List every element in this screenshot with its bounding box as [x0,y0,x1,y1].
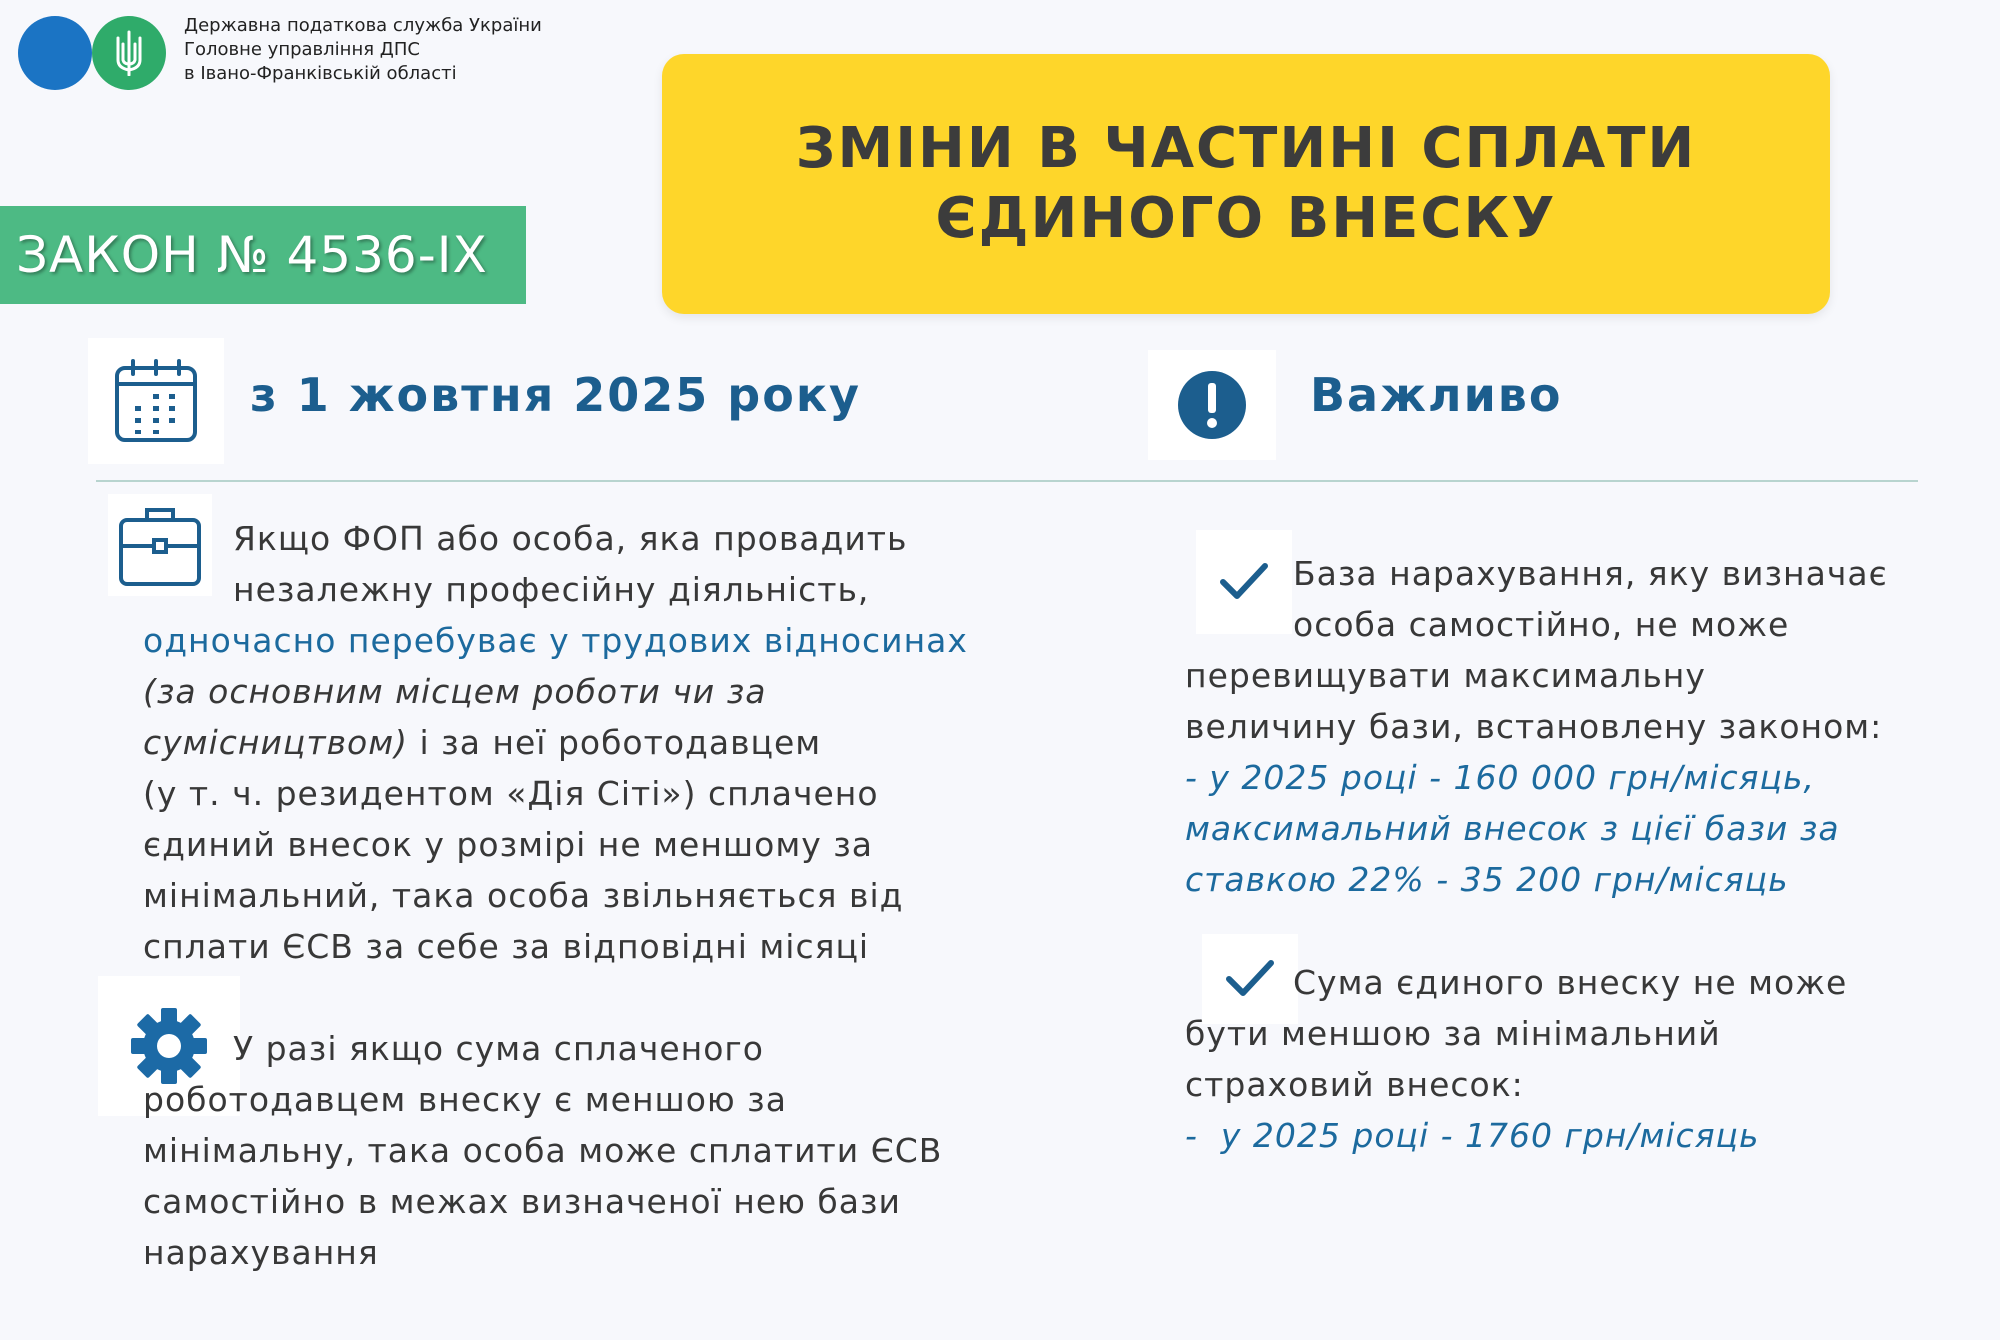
right-item2-line-2: бути меншою за мінімальний [1185,1014,1721,1053]
title-banner [662,54,1830,314]
banner-title-line-2: ЄДИНОГО ВНЕСКУ [935,186,1557,251]
dps-logo-blue [18,16,92,90]
section-divider [96,480,1918,482]
org-line-2: Головне управління ДПС [184,39,420,60]
org-line-1: Державна податкова служба України [184,15,542,36]
banner-title-line-1: ЗМІНИ В ЧАСТИНІ СПЛАТИ [795,116,1697,181]
left-block2-line-5: нарахування [143,1233,379,1272]
right-item1-line-3: перевищувати максимальну [1185,656,1706,695]
left-block1-line-1: Якщо ФОП або особа, яка провадить [233,519,908,558]
left-block1-line-3: одночасно перебуває у трудових відносинах [143,621,968,660]
left-block2-line-4: самостійно в межах визначеної нею бази [143,1182,901,1221]
law-badge-label: ЗАКОН № 4536-IX [16,226,488,284]
left-block1-line-4: (за основним місцем роботи чи за [143,672,767,711]
left-block1-line-7: єдиний внесок у розмірі не меншому за [143,825,873,864]
right-item1-line-1: База нарахування, яку визначає [1293,554,1888,593]
right-item1-line-2: особа самостійно, не може [1293,605,1790,644]
left-block2-line-1: У разі якщо сума сплаченого [233,1029,764,1068]
left-block1-line-2: незалежну професійну діяльність, [233,570,870,609]
left-block2-line-2: роботодавцем внеску є меншою за [143,1080,787,1119]
right-item1-line-5: - у 2025 році - 160 000 грн/місяць, [1185,758,1815,797]
trident-emblem-icon [92,16,166,90]
exclamation-icon [1148,350,1276,460]
organization-name [184,14,542,86]
left-section-title: з 1 жовтня 2025 року [250,368,862,422]
right-item2-line-3: страховий внесок: [1185,1065,1524,1104]
right-item1-line-4: величину бази, встановлену законом: [1185,707,1883,746]
right-item1-line-7: ставкою 22% - 35 200 грн/місяць [1185,860,1789,899]
left-block1-line-5 [143,717,821,768]
checkmark-icon [1196,530,1292,634]
calendar-icon [88,338,224,464]
right-item2-line-1: Сума єдиного внеску не може [1293,963,1848,1002]
left-block2-line-3: мінімальну, така особа може сплатити ЄСВ [143,1131,943,1170]
left-block1-line-5-italic: сумісництвом) [143,723,408,762]
law-badge [0,206,526,304]
right-section-title: Важливо [1310,368,1563,422]
right-item1-line-6: максимальний внесок з цієї бази за [1185,809,1840,848]
briefcase-icon [108,494,212,596]
right-item2-line-4: - у 2025 році - 1760 грн/місяць [1185,1116,1760,1155]
left-block1-line-8: мінімальний, така особа звільняється від [143,876,904,915]
left-block1-line-5-rest: і за неї роботодавцем [408,723,822,762]
org-line-3: в Івано-Франківській області [184,63,457,84]
left-block1-line-6: (у т. ч. резидентом «Дія Сіті») сплачено [143,774,879,813]
left-block1-line-9: сплати ЄСВ за себе за відповідні місяці [143,927,870,966]
